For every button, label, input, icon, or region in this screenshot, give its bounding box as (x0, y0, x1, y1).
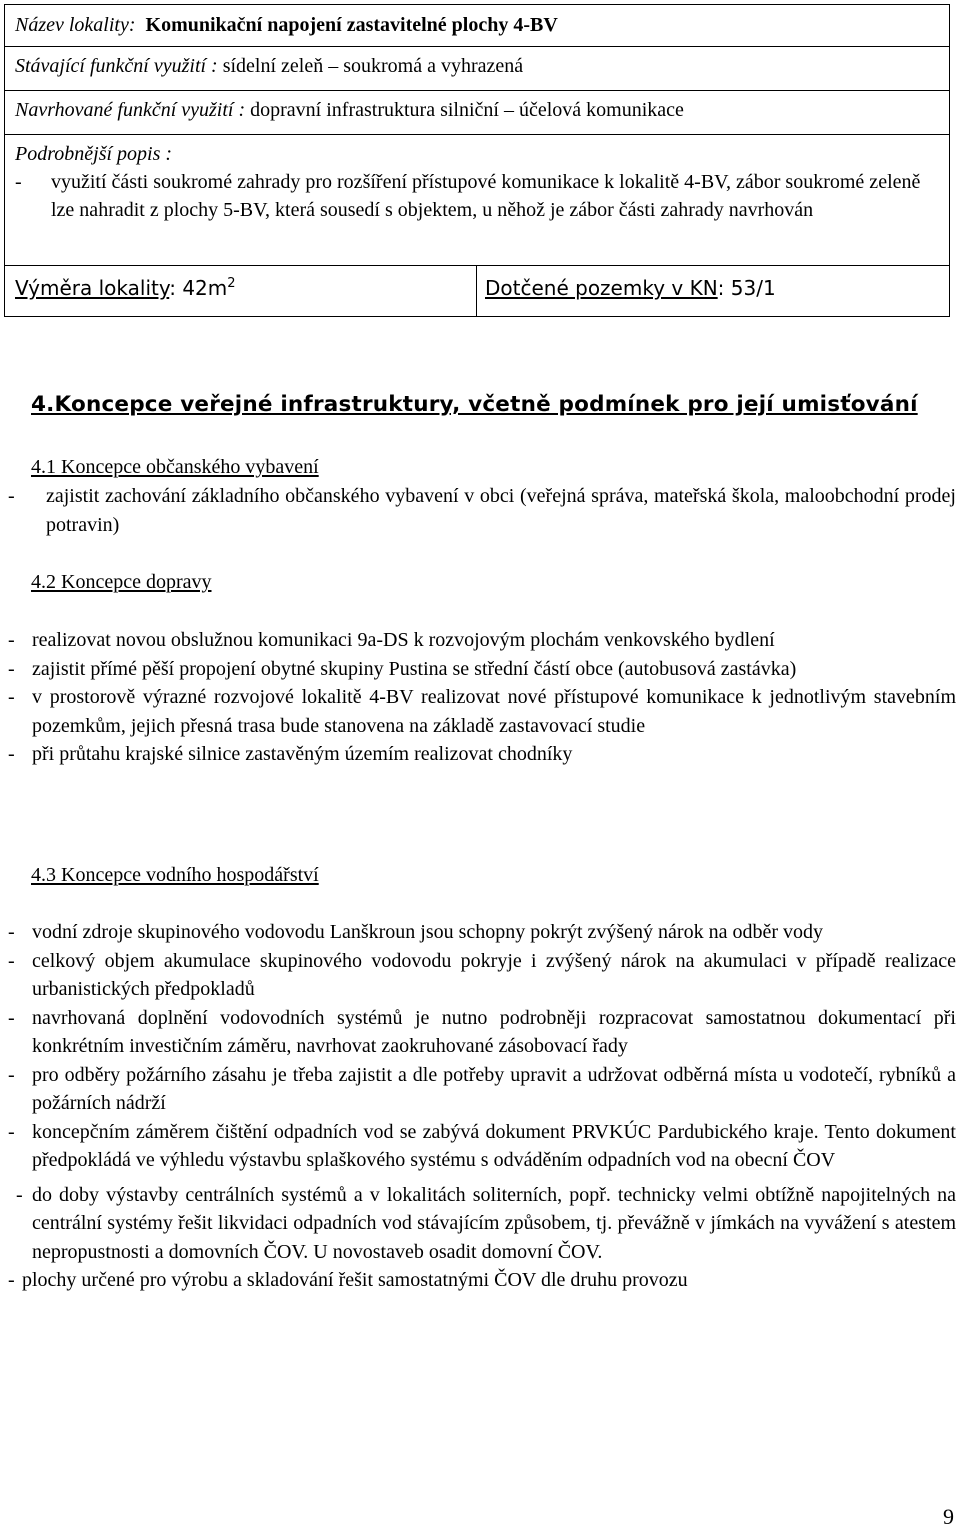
list-item-text: zajistit zachování základního občanského vybavení v obci (veřejná správa, mateřská škola, maloobchodní prodej potravin) (46, 485, 956, 536)
list-item (8, 482, 956, 539)
list-item-text: plochy určené pro výrobu a skladování řešit samostatnými ČOV dle druhu provozu (22, 1269, 688, 1291)
description-text: využití části soukromé zahrady pro rozšíření přístupové komunikace k lokalitě 4-BV, zábor soukromé zeleně lze nahradit z plochy 5-BV, která sousedí s objektem, u něhož je zábor části zahrady navrhován (51, 171, 921, 221)
locality-name-value: Komunikační napojení zastavitelné plochy 4-BV (145, 14, 558, 36)
area-cell (5, 266, 477, 316)
proposed-use-value: dopravní infrastruktura silniční – účelová komunikace (250, 99, 684, 121)
list-item-text: koncepčním záměrem čištění odpadních vod se zabývá dokument PRVKÚC Pardubického kraje. Tento dokument předpokládá ve výhledu výstavbu splaškového systému s odváděním odpadních vod na obecní ČOV (32, 1120, 956, 1171)
list-dash: - (8, 949, 15, 972)
list-dash: - (8, 657, 15, 680)
list-dash: - (8, 921, 15, 943)
area-value: : 42m (169, 276, 228, 300)
description-dash: - (15, 171, 22, 193)
list-dash: - (8, 1006, 15, 1029)
list-item-text: navrhovaná doplnění vodovodních systémů je nutno podrobněji rozpracovat samostatnou dokumentací při konkrétním investičním záměru, navrhovat zaokruhované zásobovací řady (32, 1006, 956, 1057)
section-4-3-heading: 4.3 Koncepce vodního hospodářství (31, 864, 319, 886)
current-use-value: sídelní zeleň – soukromá a vyhrazená (222, 55, 524, 77)
section-4-heading: 4.Koncepce veřejné infrastruktury, včetně podmínek pro její umisťování (31, 392, 918, 417)
list-item (8, 947, 956, 1004)
page-number: 9 (943, 1504, 954, 1529)
list-item-text: celkový objem akumulace skupinového vodovodu pokryje i zvýšený nárok na akumulaci v případě realizace urbanistických předpokladů (32, 949, 956, 1000)
locality-name-label: Název lokality: (15, 14, 136, 36)
row-locality-name (5, 5, 949, 47)
row-current-use (5, 47, 949, 91)
list-item-text: realizovat novou obslužnou komunikaci 9a-DS k rozvojovým plochám venkovského bydlení (32, 629, 775, 651)
section-4-2-heading: 4.2 Koncepce dopravy (31, 571, 212, 593)
area-label: Výměra lokality (15, 276, 170, 300)
list-item (8, 1266, 956, 1295)
list-item (8, 1118, 956, 1175)
section-4-1-list (8, 482, 956, 539)
list-dash: - (8, 1063, 15, 1086)
list-dash: - (8, 1120, 15, 1143)
list-dash: - (8, 485, 15, 507)
list-item (8, 740, 956, 769)
list-dash: - (8, 743, 15, 765)
section-4-2-list (8, 626, 956, 769)
list-item-text: při průtahu krajské silnice zastavěným územím realizovat chodníky (32, 743, 573, 765)
parcels-value: : 53/1 (717, 276, 776, 300)
list-item-text: vodní zdroje skupinového vodovodu Lanškroun jsou schopny pokrýt zvýšený nárok na odběr vody (32, 921, 823, 943)
description-item (15, 168, 939, 224)
section-4-1-heading: 4.1 Koncepce občanského vybavení (31, 456, 319, 478)
parcels-label: Dotčené pozemky v KN (485, 276, 718, 300)
current-use-label: Stávající funkční využití : (15, 55, 218, 77)
proposed-use-label: Navrhované funkční využití : (15, 99, 246, 121)
list-item (8, 1061, 956, 1118)
row-proposed-use (5, 91, 949, 135)
locality-info-table (4, 4, 950, 317)
section-4-3-list (8, 918, 956, 1295)
area-sup: 2 (227, 276, 236, 291)
list-item-text: v prostorově výrazné rozvojové lokalitě 4-BV realizovat nové přístupové komunikace k jednotlivým stavebním pozemkům, jejich přesná trasa bude stanovena na základě zastavovací studie (32, 686, 956, 737)
list-item (8, 655, 956, 684)
row-area-parcels (5, 266, 949, 316)
parcels-cell (477, 266, 949, 316)
list-item (8, 626, 956, 655)
list-item-text: do doby výstavby centrálních systémů a v lokalitách soliterních, popř. technicky velmi obtížně napojitelných na centrální systémy řešit likvidaci odpadních vod stávajícím způsobem, tj. převážně v jímkách na vyvážení s atestem nepropustnosti a domovních ČOV. U novostaveb osadit domovní ČOV. (32, 1183, 956, 1263)
list-item (8, 918, 956, 947)
list-item-text: zajistit přímé pěší propojení obytné skupiny Pustina se střední částí obce (autobusová zastávka) (32, 657, 797, 680)
description-label: Podrobnější popis : (15, 143, 173, 165)
list-dash: - (16, 1183, 23, 1206)
list-item (8, 683, 956, 740)
list-item (8, 1181, 956, 1267)
list-dash: - (8, 629, 15, 651)
row-description (5, 135, 949, 266)
list-dash: - (8, 686, 15, 708)
list-dash: - (8, 1269, 15, 1291)
list-item (8, 1004, 956, 1061)
list-item-text: pro odběry požárního zásahu je třeba zajistit a dle potřeby upravit a udržovat odběrná místa u vodotečí, rybníků a požárních nádrží (32, 1063, 956, 1114)
